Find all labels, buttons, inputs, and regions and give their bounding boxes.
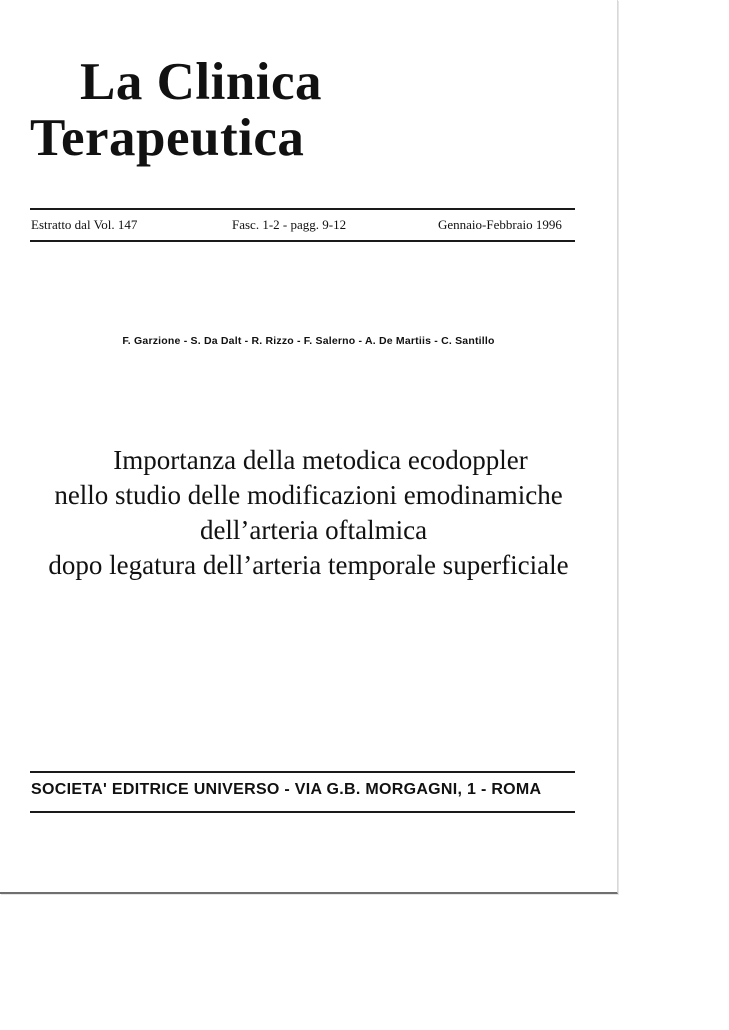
journal-title	[30, 54, 450, 166]
journal-title-line-1: La Clinica	[80, 53, 323, 111]
footer-bottom-rule	[30, 811, 575, 813]
issue-info: Fasc. 1-2 - pagg. 9-12	[232, 217, 347, 232]
article-title	[0, 443, 617, 583]
header-bottom-rule	[30, 240, 575, 242]
article-title-line-3: dell’arteria oftalmica	[199, 515, 428, 545]
journal-title-line-2: Terapeutica	[30, 109, 305, 167]
article-title-line-2: nello studio delle modificazioni emodinamiche	[54, 480, 563, 510]
header-top-rule	[30, 208, 575, 210]
date-info: Gennaio-Febbraio 1996	[438, 217, 562, 232]
article-title-line-1: Importanza della metodica ecodoppler	[113, 445, 528, 475]
extract-info: Estratto dal Vol. 147	[31, 217, 138, 232]
publisher-line: SOCIETA' EDITRICE UNIVERSO - VIA G.B. MORGAGNI, 1 - ROMA	[31, 781, 542, 798]
article-title-line-4: dopo legatura dell’arteria temporale superficiale	[48, 550, 569, 580]
authors-line: F. Garzione - S. Da Dalt - R. Rizzo - F. Salerno - A. De Martiis - C. Santillo	[122, 335, 495, 347]
footer-top-rule	[30, 771, 575, 773]
